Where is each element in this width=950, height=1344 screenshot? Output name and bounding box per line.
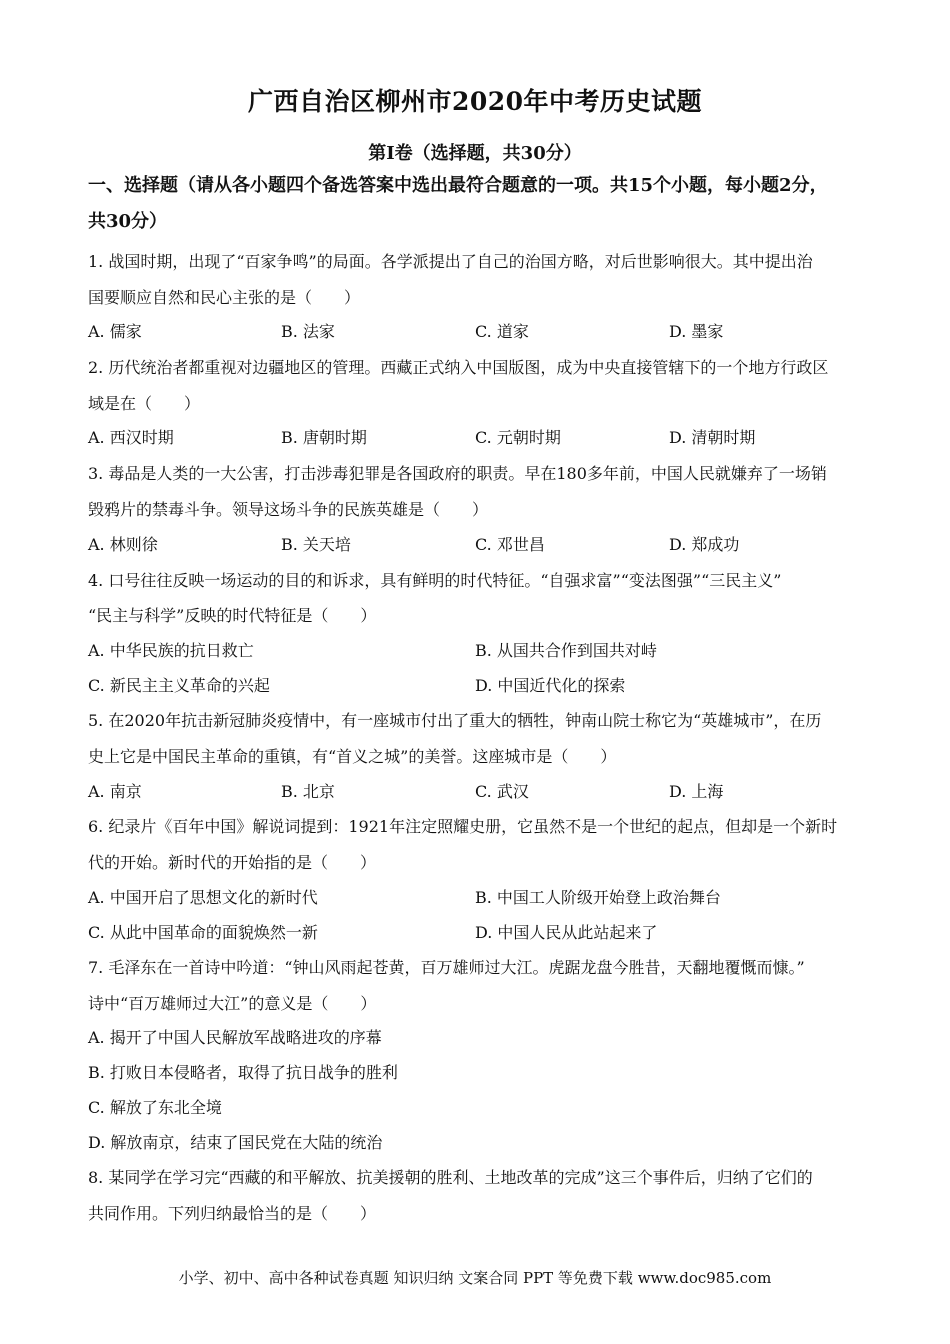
page-title: 广西自治区柳州市2020年中考历史试题 bbox=[247, 87, 703, 116]
question-8-stem-line-1: 8. 某同学在学习完“西藏的和平解放、抗美援朝的胜利、土地改革的完成”这三个事件后，归纳了它们的 bbox=[88, 1168, 813, 1187]
question-3-stem-line-1: 3. 毒品是人类的一大公害，打击涉毒犯罪是各国政府的职责。早在180多年前，中国人民就嫌弃了一场销 bbox=[88, 464, 827, 483]
section-heading-line: 一、选择题（请从各小题四个备选答案中选出最符合题意的一项。共15个小题，每小题2分， bbox=[88, 175, 828, 196]
question-5-stem-line-1: 5. 在2020年抗击新冠肺炎疫情中，有一座城市付出了重大的牺牲，钟南山院士称它为“英雄城市”，在历 bbox=[88, 711, 822, 730]
question-4-option-a: A. 中华民族的抗日救亡 bbox=[88, 641, 254, 660]
question-2-stem-line-2: 域是在（ ） bbox=[88, 394, 201, 413]
question-5-option-b: B. 北京 bbox=[281, 782, 335, 801]
question-7-option-b: B. 打败日本侵略者，取得了抗日战争的胜利 bbox=[88, 1063, 398, 1082]
section-heading bbox=[88, 168, 878, 240]
question-3-option-c: C. 邓世昌 bbox=[475, 535, 545, 554]
question-5-option-d: D. 上海 bbox=[669, 782, 724, 801]
question-5-stem-line-2: 史上它是中国民主革命的重镇，有“首义之城”的美誉。这座城市是（ ） bbox=[88, 747, 617, 766]
question-2-stem-line-1: 2. 历代统治者都重视对边疆地区的管理。西藏正式纳入中国版图，成为中央直接管辖下的一个地方行政区 bbox=[88, 358, 829, 377]
question-2-option-a: A. 西汉时期 bbox=[88, 428, 174, 447]
question-2-option-b: B. 唐朝时期 bbox=[281, 428, 367, 447]
paper-section-title: 第Ⅰ卷（选择题，共30分） bbox=[368, 143, 582, 164]
question-3-option-d: D. 郑成功 bbox=[669, 535, 740, 554]
question-4-stem-line-2: “民主与科学”反映的时代特征是（ ） bbox=[88, 606, 377, 625]
question-7-stem-line-2: 诗中“百万雄师过大江”的意义是（ ） bbox=[88, 994, 377, 1013]
question-3-stem-line-2: 毁鸦片的禁毒斗争。领导这场斗争的民族英雄是（ ） bbox=[88, 500, 489, 519]
question-3-option-b: B. 关天培 bbox=[281, 535, 351, 554]
question-6-stem-line-1: 6. 纪录片《百年中国》解说词提到：1921年注定照耀史册，它虽然不是一个世纪的起点，但却是一个新时 bbox=[88, 817, 838, 836]
question-4-stem-line-1: 4. 口号往往反映一场运动的目的和诉求，具有鲜明的时代特征。“自强求富”“变法图强”“三民主义” bbox=[88, 571, 782, 590]
question-2-option-d: D. 清朝时期 bbox=[669, 428, 756, 447]
question-1-stem-line-2: 国要顺应自然和民心主张的是（ ） bbox=[88, 288, 361, 307]
question-7-option-a: A. 揭开了中国人民解放军战略进攻的序幕 bbox=[88, 1028, 382, 1047]
question-1-option-b: B. 法家 bbox=[281, 322, 335, 341]
question-6-stem-line-2: 代的开始。新时代的开始指的是（ ） bbox=[88, 853, 377, 872]
question-6-option-b: B. 中国工人阶级开始登上政治舞台 bbox=[475, 888, 721, 907]
question-1-option-d: D. 墨家 bbox=[669, 322, 724, 341]
question-8-stem-line-2: 共同作用。下列归纳最恰当的是（ ） bbox=[88, 1204, 377, 1223]
section-heading-line: 共30分） bbox=[88, 211, 168, 232]
question-1-stem-line-1: 1. 战国时期，出现了“百家争鸣”的局面。各学派提出了自己的治国方略，对后世影响很大。其中提出治 bbox=[88, 252, 813, 271]
question-7-option-d: D. 解放南京，结束了国民党在大陆的统治 bbox=[88, 1133, 383, 1152]
question-3-option-a: A. 林则徐 bbox=[88, 535, 158, 554]
page-footer: 小学、初中、高中各种试卷真题 知识归纳 文案合同 PPT 等免费下载 www.doc985.com bbox=[178, 1269, 772, 1287]
question-6-option-d: D. 中国人民从此站起来了 bbox=[475, 923, 658, 942]
question-2-option-c: C. 元朝时期 bbox=[475, 428, 561, 447]
question-6-option-c: C. 从此中国革命的面貌焕然一新 bbox=[88, 923, 318, 942]
question-1-option-a: A. 儒家 bbox=[88, 322, 142, 341]
question-5-option-a: A. 南京 bbox=[88, 782, 142, 801]
question-7-option-c: C. 解放了东北全境 bbox=[88, 1098, 222, 1117]
question-6-option-a: A. 中国开启了思想文化的新时代 bbox=[88, 888, 318, 907]
question-1-option-c: C. 道家 bbox=[475, 322, 529, 341]
question-4-option-b: B. 从国共合作到国共对峙 bbox=[475, 641, 657, 660]
question-4-option-c: C. 新民主主义革命的兴起 bbox=[88, 676, 270, 695]
question-5-option-c: C. 武汉 bbox=[475, 782, 529, 801]
question-4-option-d: D. 中国近代化的探索 bbox=[475, 676, 626, 695]
question-7-stem-line-1: 7. 毛泽东在一首诗中吟道：“钟山风雨起苍黄，百万雄师过大江。虎踞龙盘今胜昔，天翻地覆慨而慷。” bbox=[88, 958, 805, 977]
